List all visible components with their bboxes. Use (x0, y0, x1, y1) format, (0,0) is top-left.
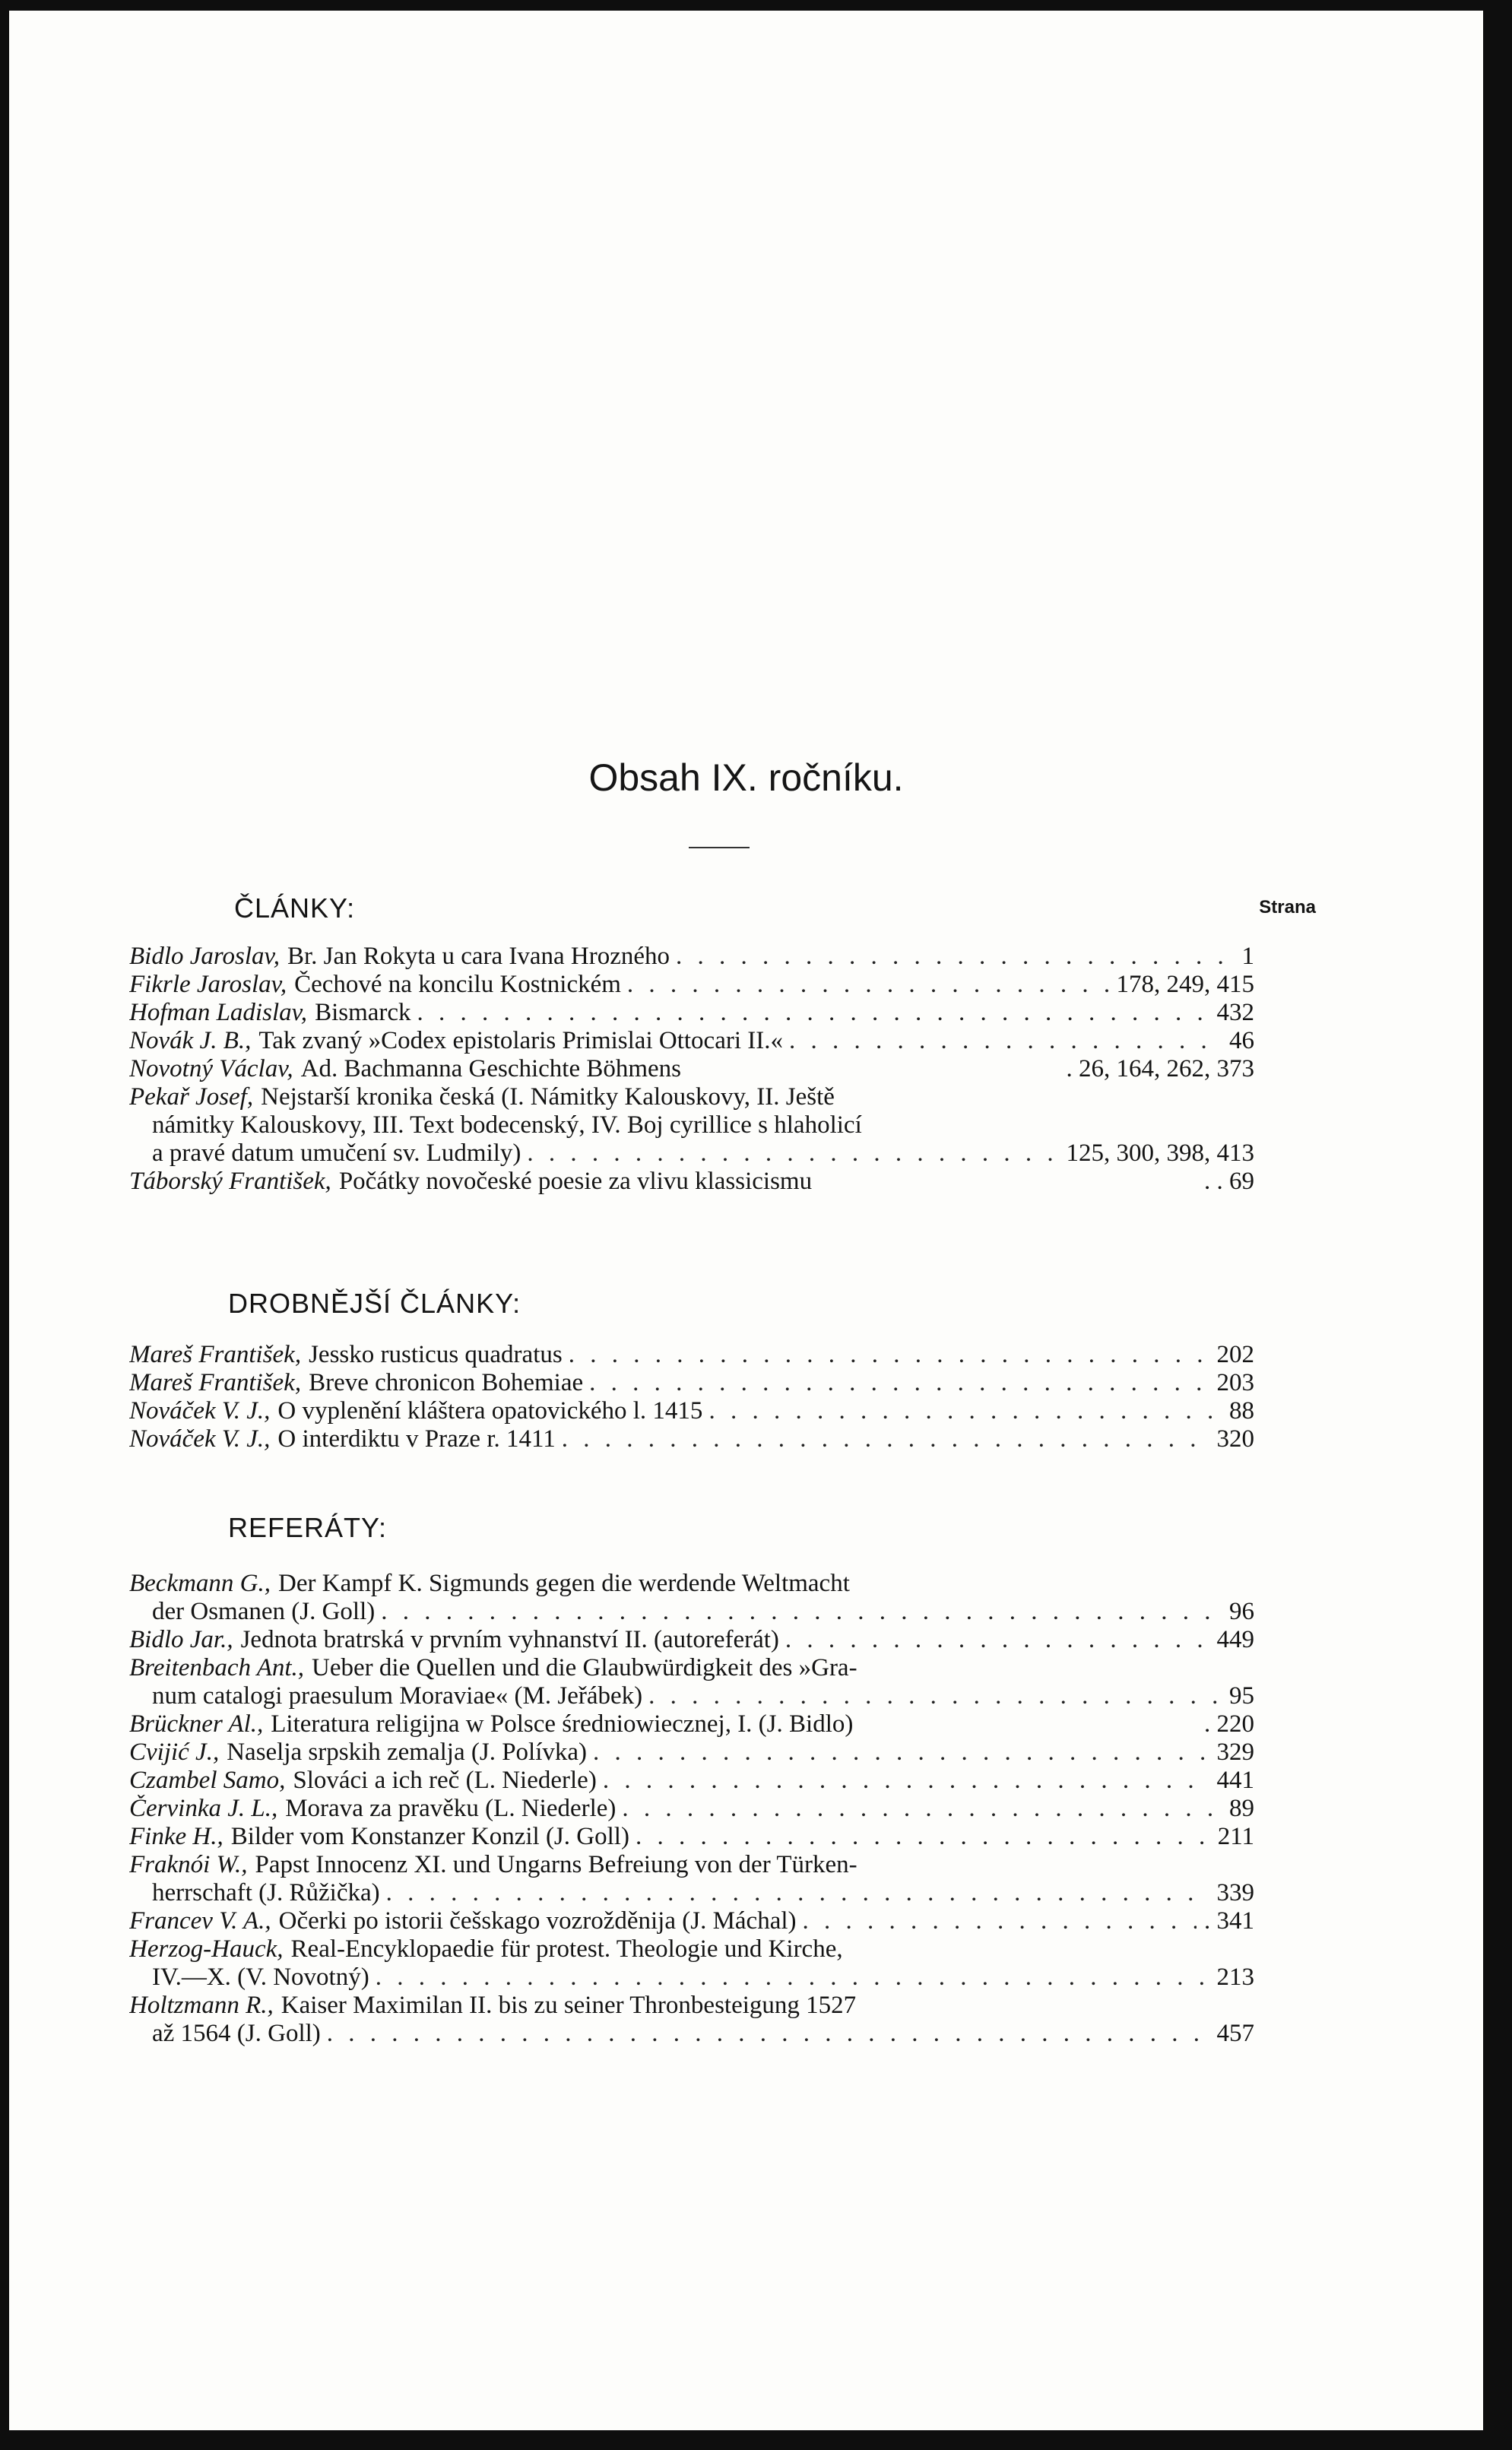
toc-entry-line (129, 971, 1254, 999)
entry-title: až 1564 (J. Goll) (152, 2020, 321, 2047)
entry-author: Novotný Václav, (129, 1055, 293, 1082)
section-list-referaty (129, 1570, 1254, 2048)
entry-title: Literatura religijna w Polsce średniowiecznej, I. (J. Bidlo) (271, 1710, 854, 1738)
page-column-label: Strana (1259, 897, 1316, 918)
entry-title: Počátky novočeské poesie za vlivu klassicismu (338, 1168, 813, 1195)
entry-pages: 203 (1216, 1369, 1254, 1396)
dot-leader (417, 999, 1209, 1027)
toc-entry-line (129, 1710, 1254, 1738)
toc-entry-line (129, 1425, 1254, 1453)
dot-leader (627, 971, 1109, 999)
section-heading-clanky: ČLÁNKY: (234, 892, 356, 924)
entry-title: a pravé datum umučení sv. Ludmily) (152, 1139, 521, 1167)
entry-author: Finke H., (129, 1823, 223, 1850)
entry-pages: 457 (1216, 2020, 1254, 2047)
toc-entry-line (129, 1570, 1254, 1598)
toc-entry-line (129, 1168, 1254, 1196)
toc-entry-line (129, 1626, 1254, 1654)
entry-title: Čechové na koncilu Kostnickém (294, 971, 621, 998)
entry-pages: . 341 (1204, 1907, 1254, 1935)
entry-pages: 95 (1229, 1682, 1254, 1710)
entry-author: Táborský František, (129, 1168, 331, 1195)
toc-entry-line (129, 1738, 1254, 1767)
entry-pages: 432 (1216, 999, 1254, 1026)
dot-leader (589, 1369, 1209, 1397)
entry-title: Slováci a ich reč (L. Niederle) (293, 1767, 597, 1794)
entry-author: Nováček V. J., (129, 1425, 271, 1453)
dot-leader (593, 1738, 1209, 1767)
toc-entry-line (129, 1341, 1254, 1369)
dot-leader (376, 1963, 1209, 1992)
entry-title: Jednota bratrská v prvním vyhnanství II. (autoreferát) (240, 1626, 779, 1653)
entry-title: Br. Jan Rokyta u cara Ivana Hrozného (287, 943, 670, 970)
entry-author: Beckmann G., (129, 1570, 271, 1597)
toc-entry-line (129, 1397, 1254, 1425)
entry-title: IV.—X. (V. Novotný) (152, 1963, 369, 1991)
toc-entry-line (129, 1055, 1254, 1083)
entry-pages: 320 (1216, 1425, 1254, 1453)
toc-entry-line (129, 1935, 1254, 1963)
dot-leader (327, 2020, 1209, 2048)
toc-entry-line (129, 1795, 1254, 1823)
entry-title: Bilder vom Konstanzer Konzil (J. Goll) (230, 1823, 629, 1850)
entry-pages: 96 (1229, 1598, 1254, 1625)
toc-entry-line (129, 943, 1254, 971)
entry-pages: 329 (1216, 1738, 1254, 1766)
section-list-clanky (129, 943, 1254, 1196)
toc-entry-line (129, 1823, 1254, 1851)
entry-author: Mareš František, (129, 1369, 302, 1396)
toc-entry-line (129, 1111, 1254, 1139)
entry-author: Novák J. B., (129, 1027, 252, 1054)
entry-title: Real-Encyklopaedie für protest. Theologie und Kirche, (290, 1935, 843, 1963)
entry-pages: 88 (1229, 1397, 1254, 1425)
entry-author: Fraknói W., (129, 1851, 248, 1878)
entry-title: Tak zvaný »Codex epistolaris Primislai Ottocari II.« (258, 1027, 783, 1054)
entry-title: Kaiser Maximilan II. bis zu seiner Thronbesteigung 1527 (281, 1992, 857, 2019)
entry-pages: 441 (1216, 1767, 1254, 1794)
entry-author: Fikrle Jaroslav, (129, 971, 287, 998)
toc-entry-line (129, 1767, 1254, 1795)
dot-leader (569, 1341, 1209, 1369)
dot-leader (636, 1823, 1210, 1851)
dot-leader (648, 1682, 1222, 1710)
document-page (9, 11, 1483, 2430)
toc-entry-line (129, 1992, 1254, 2020)
entry-title: Ueber die Quellen und die Glaubwürdigkeit des »Gra- (312, 1654, 857, 1681)
entry-title: Morava za pravěku (L. Niederle) (285, 1795, 617, 1822)
entry-pages: 449 (1216, 1626, 1254, 1653)
entry-author: Cvijić J., (129, 1738, 220, 1766)
entry-author: Nováček V. J., (129, 1397, 271, 1425)
entry-title: num catalogi praesulum Moraviae« (M. Jeřábek) (152, 1682, 643, 1710)
entry-title: Ad. Bachmanna Geschichte Böhmens (300, 1055, 682, 1082)
entry-author: Pekař Josef, (129, 1083, 254, 1111)
dot-leader (789, 1027, 1222, 1055)
dot-leader (381, 1598, 1222, 1626)
toc-entry-line (129, 1851, 1254, 1879)
dot-leader (622, 1795, 1222, 1823)
entry-author: Herzog-Hauck, (129, 1935, 284, 1963)
title-divider (689, 847, 750, 848)
entry-pages: 89 (1229, 1795, 1254, 1822)
entry-title: Der Kampf K. Sigmunds gegen die werdende Weltmacht (278, 1570, 850, 1597)
entry-author: Czambel Samo, (129, 1767, 286, 1794)
entry-title: Nejstarší kronika česká (I. Námitky Kalouskovy, II. Ještě (261, 1083, 835, 1111)
entry-author: Červinka J. L., (129, 1795, 278, 1822)
section-heading-referaty: REFERÁTY: (228, 1512, 388, 1543)
entry-pages: 46 (1229, 1027, 1254, 1054)
entry-author: Holtzmann R., (129, 1992, 274, 2019)
entry-author: Hofman Ladislav, (129, 999, 308, 1026)
entry-pages: . 220 (1204, 1710, 1254, 1738)
section-heading-drobnejsi: DROBNĚJŠÍ ČLÁNKY: (228, 1288, 521, 1319)
page-title: Obsah IX. ročníku. (588, 756, 904, 799)
dot-leader (785, 1626, 1209, 1654)
section-list-drobnejsi (129, 1341, 1254, 1453)
entry-pages: . . 69 (1204, 1168, 1254, 1195)
entry-title: Breve chronicon Bohemiae (309, 1369, 584, 1396)
entry-author: Francev V. A., (129, 1907, 271, 1935)
toc-entry-line (129, 1682, 1254, 1710)
toc-entry-line (129, 1027, 1254, 1055)
entry-title: námitky Kalouskovy, III. Text bodecenský, IV. Boj cyrillice s hlaholicí (152, 1111, 862, 1139)
entry-title: Papst Innocenz XI. und Ungarns Befreiung von der Türken- (255, 1851, 857, 1878)
entry-title: O vyplenění kláštera opatovického l. 1415 (277, 1397, 703, 1425)
entry-pages: 211 (1217, 1823, 1254, 1850)
toc-entry-line (129, 999, 1254, 1027)
toc-entry-line (129, 1879, 1254, 1907)
toc-entry-line (129, 1369, 1254, 1397)
dot-leader (708, 1397, 1222, 1425)
dot-leader (562, 1425, 1209, 1453)
entry-pages: 125, 300, 398, 413 (1066, 1139, 1254, 1167)
entry-pages: 213 (1216, 1963, 1254, 1991)
entry-author: Bidlo Jar., (129, 1626, 233, 1653)
entry-title: O interdiktu v Praze r. 1411 (277, 1425, 556, 1453)
dot-leader (386, 1879, 1209, 1907)
dot-leader (676, 943, 1234, 971)
entry-author: Bidlo Jaroslav, (129, 943, 280, 970)
dot-leader (803, 1907, 1197, 1935)
entry-pages: . 26, 164, 262, 373 (1066, 1055, 1254, 1082)
entry-title: Očerki po istorii češskago vozrožděnija (J. Máchal) (278, 1907, 797, 1935)
entry-author: Breitenbach Ant., (129, 1654, 305, 1681)
entry-pages: 1 (1241, 943, 1254, 970)
entry-title: der Osmanen (J. Goll) (152, 1598, 376, 1625)
toc-entry-line (129, 1907, 1254, 1935)
entry-title: herrschaft (J. Růžička) (152, 1879, 380, 1906)
entry-pages: 339 (1216, 1879, 1254, 1906)
toc-entry-line (129, 1598, 1254, 1626)
entry-author: Brückner Al., (129, 1710, 264, 1738)
entry-title: Naselja srpskih zemalja (J. Polívka) (227, 1738, 588, 1766)
dot-leader (527, 1139, 1058, 1168)
toc-entry-line (129, 1139, 1254, 1168)
toc-entry-line (129, 1963, 1254, 1992)
toc-entry-line (129, 1083, 1254, 1111)
dot-leader (603, 1767, 1209, 1795)
toc-entry-line (129, 1654, 1254, 1682)
toc-entry-line (129, 2020, 1254, 2048)
entry-pages: 178, 249, 415 (1116, 971, 1254, 998)
entry-title: Jessko rusticus quadratus (309, 1341, 563, 1368)
entry-pages: 202 (1216, 1341, 1254, 1368)
entry-title: Bismarck (315, 999, 411, 1026)
entry-author: Mareš František, (129, 1341, 302, 1368)
